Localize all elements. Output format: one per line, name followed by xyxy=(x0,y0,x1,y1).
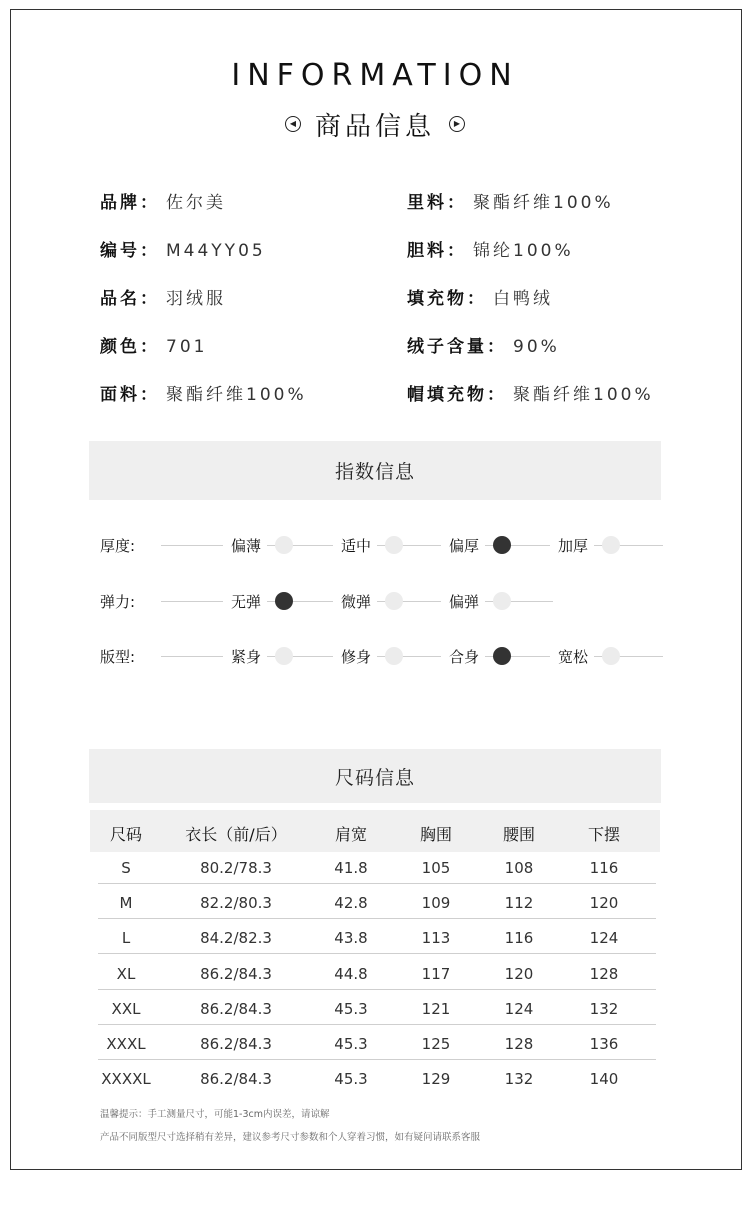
info-item-left-1 xyxy=(100,236,266,261)
size-cell: 112 xyxy=(504,894,534,912)
size-header-cell: 衣长（前/后） xyxy=(185,825,287,844)
size-cell: 120 xyxy=(589,894,619,912)
info-item-right-4 xyxy=(407,380,654,405)
index-label: 厚度: xyxy=(100,537,136,555)
title-cn: 商品信息 xyxy=(314,111,435,142)
info-value: 白鸭绒 xyxy=(493,289,553,309)
size-cell: XXXXL xyxy=(101,1070,151,1088)
size-cell: XXXL xyxy=(106,1035,146,1053)
size-cell: 125 xyxy=(421,1035,451,1053)
size-cell: 128 xyxy=(504,1035,534,1053)
size-cell: 132 xyxy=(589,1000,619,1018)
size-cell: 84.2/82.3 xyxy=(200,929,272,947)
index-option: 偏薄 xyxy=(223,535,267,556)
info-value: 锦纶100% xyxy=(473,241,574,261)
circle-right-arrow-icon: ▶ xyxy=(449,116,465,132)
page-frame xyxy=(10,9,742,1170)
info-item-left-4 xyxy=(100,380,307,405)
info-key: 品牌： xyxy=(100,193,160,213)
info-value: 聚酯纤维100% xyxy=(513,385,654,405)
title-en: INFORMATION xyxy=(231,58,519,93)
size-cell: 121 xyxy=(421,1000,451,1018)
size-cell: 140 xyxy=(589,1070,619,1088)
info-key: 品名： xyxy=(100,289,160,309)
index-option: 修身 xyxy=(333,646,377,667)
info-key: 编号： xyxy=(100,241,160,261)
index-dot xyxy=(385,592,403,610)
size-cell: 129 xyxy=(421,1070,451,1088)
size-cell: 42.8 xyxy=(334,894,368,912)
index-dot xyxy=(602,647,620,665)
info-key: 里料： xyxy=(407,193,467,213)
index-dot xyxy=(275,536,293,554)
index-option: 微弹 xyxy=(333,591,377,612)
note-2: 产品不同版型尺寸选择稍有差异，建议参考尺寸参数和个人穿着习惯，如有疑问请联系客服 xyxy=(100,1132,481,1143)
info-key: 填充物： xyxy=(407,289,487,309)
info-value: 聚酯纤维100% xyxy=(166,385,307,405)
index-option: 紧身 xyxy=(223,646,267,667)
size-cell: 113 xyxy=(421,929,451,947)
size-cell: M xyxy=(119,894,133,912)
size-cell: 86.2/84.3 xyxy=(200,1000,272,1018)
size-header-cell: 胸围 xyxy=(419,825,453,844)
info-value: M44YY05 xyxy=(166,241,266,261)
size-cell: 86.2/84.3 xyxy=(200,1070,272,1088)
index-option: 偏厚 xyxy=(441,535,485,556)
size-row-divider xyxy=(98,953,656,954)
size-cell: 86.2/84.3 xyxy=(200,1035,272,1053)
info-key: 胆料： xyxy=(407,241,467,261)
size-title: 尺码信息 xyxy=(334,766,415,789)
size-cell: 109 xyxy=(421,894,451,912)
title-cn-row xyxy=(0,106,750,142)
index-dot xyxy=(275,647,293,665)
index-option: 适中 xyxy=(333,535,377,556)
circle-left-arrow-icon: ◀ xyxy=(285,116,301,132)
size-row-divider xyxy=(98,1059,656,1060)
index-dot xyxy=(493,592,511,610)
info-item-left-0 xyxy=(100,188,226,213)
index-option: 加厚 xyxy=(550,535,594,556)
size-row-divider xyxy=(98,989,656,990)
size-cell: XXL xyxy=(111,1000,141,1018)
size-cell: 45.3 xyxy=(334,1070,368,1088)
size-cell: 43.8 xyxy=(334,929,368,947)
size-cell: 128 xyxy=(589,965,619,983)
info-value: 90% xyxy=(513,337,560,357)
size-header-cell: 腰围 xyxy=(502,825,536,844)
info-value: 聚酯纤维100% xyxy=(473,193,614,213)
size-cell: 86.2/84.3 xyxy=(200,965,272,983)
size-cell: 132 xyxy=(504,1070,534,1088)
index-dot xyxy=(493,647,511,665)
index-option: 宽松 xyxy=(550,646,594,667)
size-cell: 44.8 xyxy=(334,965,368,983)
size-cell: 82.2/80.3 xyxy=(200,894,272,912)
size-header-cell: 下摆 xyxy=(587,825,621,844)
info-key: 颜色： xyxy=(100,337,160,357)
info-item-right-2 xyxy=(407,284,553,309)
info-item-right-1 xyxy=(407,236,574,261)
size-cell: S xyxy=(121,859,131,877)
index-dot xyxy=(385,647,403,665)
size-row-divider xyxy=(98,918,656,919)
size-row-divider xyxy=(98,883,656,884)
note-1: 温馨提示：手工测量尺寸，可能1-3cm内误差，请谅解 xyxy=(100,1109,330,1120)
size-table-header xyxy=(90,810,660,852)
size-header-cell: 肩宽 xyxy=(334,825,368,844)
info-value: 701 xyxy=(166,337,208,357)
size-cell: 136 xyxy=(589,1035,619,1053)
index-option: 合身 xyxy=(441,646,485,667)
index-option: 偏弹 xyxy=(441,591,485,612)
size-cell: 80.2/78.3 xyxy=(200,859,272,877)
size-cell: 116 xyxy=(504,929,534,947)
size-cell: 120 xyxy=(504,965,534,983)
index-label: 版型: xyxy=(100,648,136,666)
size-cell: 117 xyxy=(421,965,451,983)
size-cell: 116 xyxy=(589,859,619,877)
info-key: 帽填充物： xyxy=(407,385,507,405)
size-cell: XL xyxy=(116,965,136,983)
index-dot xyxy=(385,536,403,554)
size-row-divider xyxy=(98,1024,656,1025)
size-cell: L xyxy=(121,929,131,947)
info-item-left-2 xyxy=(100,284,226,309)
size-cell: 45.3 xyxy=(334,1000,368,1018)
info-key: 绒子含量： xyxy=(407,337,507,357)
size-cell: 124 xyxy=(589,929,619,947)
index-dot xyxy=(602,536,620,554)
index-dot xyxy=(493,536,511,554)
index-title: 指数信息 xyxy=(334,461,415,483)
size-cell: 41.8 xyxy=(334,859,368,877)
size-cell: 45.3 xyxy=(334,1035,368,1053)
size-band xyxy=(89,749,661,803)
index-option: 无弹 xyxy=(223,591,267,612)
index-label: 弹力: xyxy=(100,593,136,611)
size-cell: 108 xyxy=(504,859,534,877)
size-cell: 124 xyxy=(504,1000,534,1018)
info-item-right-3 xyxy=(407,332,560,357)
info-value: 佐尔美 xyxy=(166,193,226,213)
info-item-left-3 xyxy=(100,332,207,357)
index-dot xyxy=(275,592,293,610)
info-item-right-0 xyxy=(407,188,614,213)
index-band xyxy=(89,441,661,500)
size-header-cell: 尺码 xyxy=(109,825,143,844)
size-cell: 105 xyxy=(421,859,451,877)
info-key: 面料： xyxy=(100,385,160,405)
info-value: 羽绒服 xyxy=(166,289,226,309)
